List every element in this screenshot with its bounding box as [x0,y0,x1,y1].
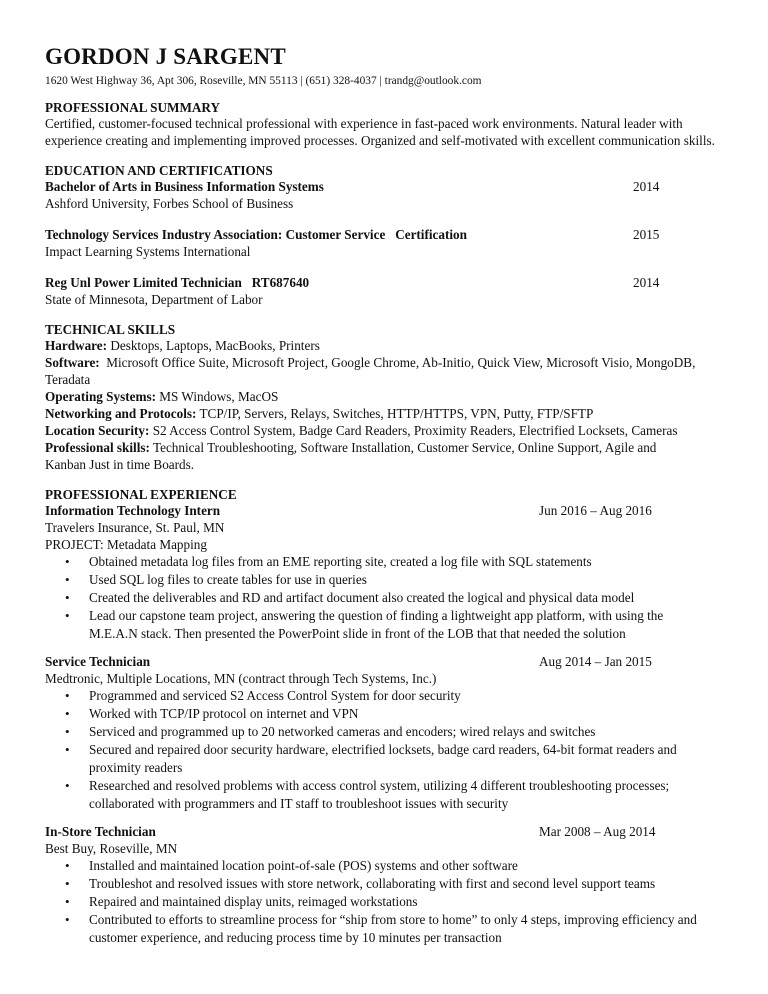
skill-row [45,405,725,422]
education-year: 2014 [633,179,660,194]
summary-text: Certified, customer-focused technical professional with experience in fast-paced work environments. Natural leader with experience creating and implementing improved processes. Organized and self-motivated with excellent communication skills. [45,116,715,148]
education-title: Technology Services Industry Association: Customer Service Certification [45,227,467,242]
list-item: • Repaired and maintained display units, reimaged workstations [89,893,725,911]
skill-value: MS Windows, MacOS [156,389,279,404]
skill-label: Location Security: [45,423,150,438]
education-year: 2014 [633,275,660,290]
skill-label: Hardware: [45,338,108,353]
job-dates: Aug 2014 – Jan 2015 [539,654,652,669]
skill-row [45,337,725,354]
job-title: Service Technician [45,654,151,669]
education-heading: EDUCATION AND CERTIFICATIONS [45,163,273,178]
resume-page [45,43,725,947]
skill-value: Microsoft Office Suite, Microsoft Project, Google Chrome, Ab-Initio, Quick View, Microsoft Visio, MongoDB, Teradata [45,355,699,387]
job-bullets [45,687,725,813]
job-dates: Mar 2008 – Aug 2014 [539,824,656,839]
list-item: • Worked with TCP/IP protocol on internet and VPN [89,705,725,723]
list-item: • Created the deliverables and RD and artifact document also created the logical and physical data model [89,589,725,607]
job-header [45,502,725,519]
skill-row [45,388,725,405]
job-header [45,823,725,840]
job-title: Information Technology Intern [45,503,221,518]
list-item: • Lead our capstone team project, answering the question of finding a lightweight app platform, with using the M.E.A.N stack. Then presented the PowerPoint slide in front of the LOB that that needed the solution [89,607,725,643]
job-project: PROJECT: Metadata Mapping [45,537,207,552]
list-item: • Secured and repaired door security hardware, electrified locksets, badge card readers, 64-bit format readers and proximity readers [89,741,725,777]
job-org: Medtronic, Multiple Locations, MN (contract through Tech Systems, Inc.) [45,671,437,686]
job-dates: Jun 2016 – Aug 2016 [539,503,652,518]
list-item: • Contributed to efforts to streamline process for “ship from store to home” to only 4 steps, improving efficiency and customer experience, and reducing process time by 10 minutes per transaction [89,911,725,947]
list-item: • Programmed and serviced S2 Access Control System for door security [89,687,725,705]
skill-row [45,354,725,388]
job-org: Travelers Insurance, St. Paul, MN [45,520,225,535]
skill-label: Professional skills: [45,440,150,455]
candidate-name: GORDON J SARGENT [45,44,286,69]
skill-row [45,422,725,439]
education-org: Impact Learning Systems International [45,244,251,259]
list-item: • Troubleshot and resolved issues with store network, collaborating with first and second level support teams [89,875,725,893]
experience-heading: PROFESSIONAL EXPERIENCE [45,487,237,502]
education-year: 2015 [633,227,660,242]
list-item: • Serviced and programmed up to 20 networked cameras and encoders; wired relays and switches [89,723,725,741]
education-item [45,274,725,291]
skill-value: Technical Troubleshooting, Software Installation, Customer Service, Online Support, Agile and Kanban Just in time Boards. [45,440,660,472]
job-org: Best Buy, Roseville, MN [45,841,178,856]
education-title: Bachelor of Arts in Business Information Systems [45,179,324,194]
education-title: Reg Unl Power Limited Technician RT687640 [45,275,310,290]
education-item [45,178,725,195]
list-item: • Researched and resolved problems with access control system, utilizing 4 different troubleshooting processes; collaborated with programmers and IT staff to troubleshoot issues with security [89,777,725,813]
skill-value: TCP/IP, Servers, Relays, Switches, HTTP/HTTPS, VPN, Putty, FTP/SFTP [196,406,594,421]
skill-label: Operating Systems: [45,389,156,404]
education-org: Ashford University, Forbes School of Business [45,196,294,211]
list-item: • Installed and maintained location point-of-sale (POS) systems and other software [89,857,725,875]
list-item: • Obtained metadata log files from an EME reporting site, created a log file with SQL statements [89,553,725,571]
job-header [45,653,725,670]
job-bullets [45,553,725,643]
skill-label: Software: [45,355,100,370]
skill-value: Desktops, Laptops, MacBooks, Printers [107,338,320,353]
summary-heading: PROFESSIONAL SUMMARY [45,100,221,115]
job-title: In-Store Technician [45,824,156,839]
education-org: State of Minnesota, Department of Labor [45,292,263,307]
list-item: • Used SQL log files to create tables for use in queries [89,571,725,589]
job-bullets [45,857,725,947]
skill-value: S2 Access Control System, Badge Card Readers, Proximity Readers, Electrified Locksets, Cameras [149,423,678,438]
contact-line: 1620 West Highway 36, Apt 306, Roseville, MN 55113 | (651) 328-4037 | trandg@outlook.com [45,75,482,87]
education-item [45,226,725,243]
skill-row [45,439,725,473]
skills-heading: TECHNICAL SKILLS [45,322,176,337]
skill-label: Networking and Protocols: [45,406,197,421]
